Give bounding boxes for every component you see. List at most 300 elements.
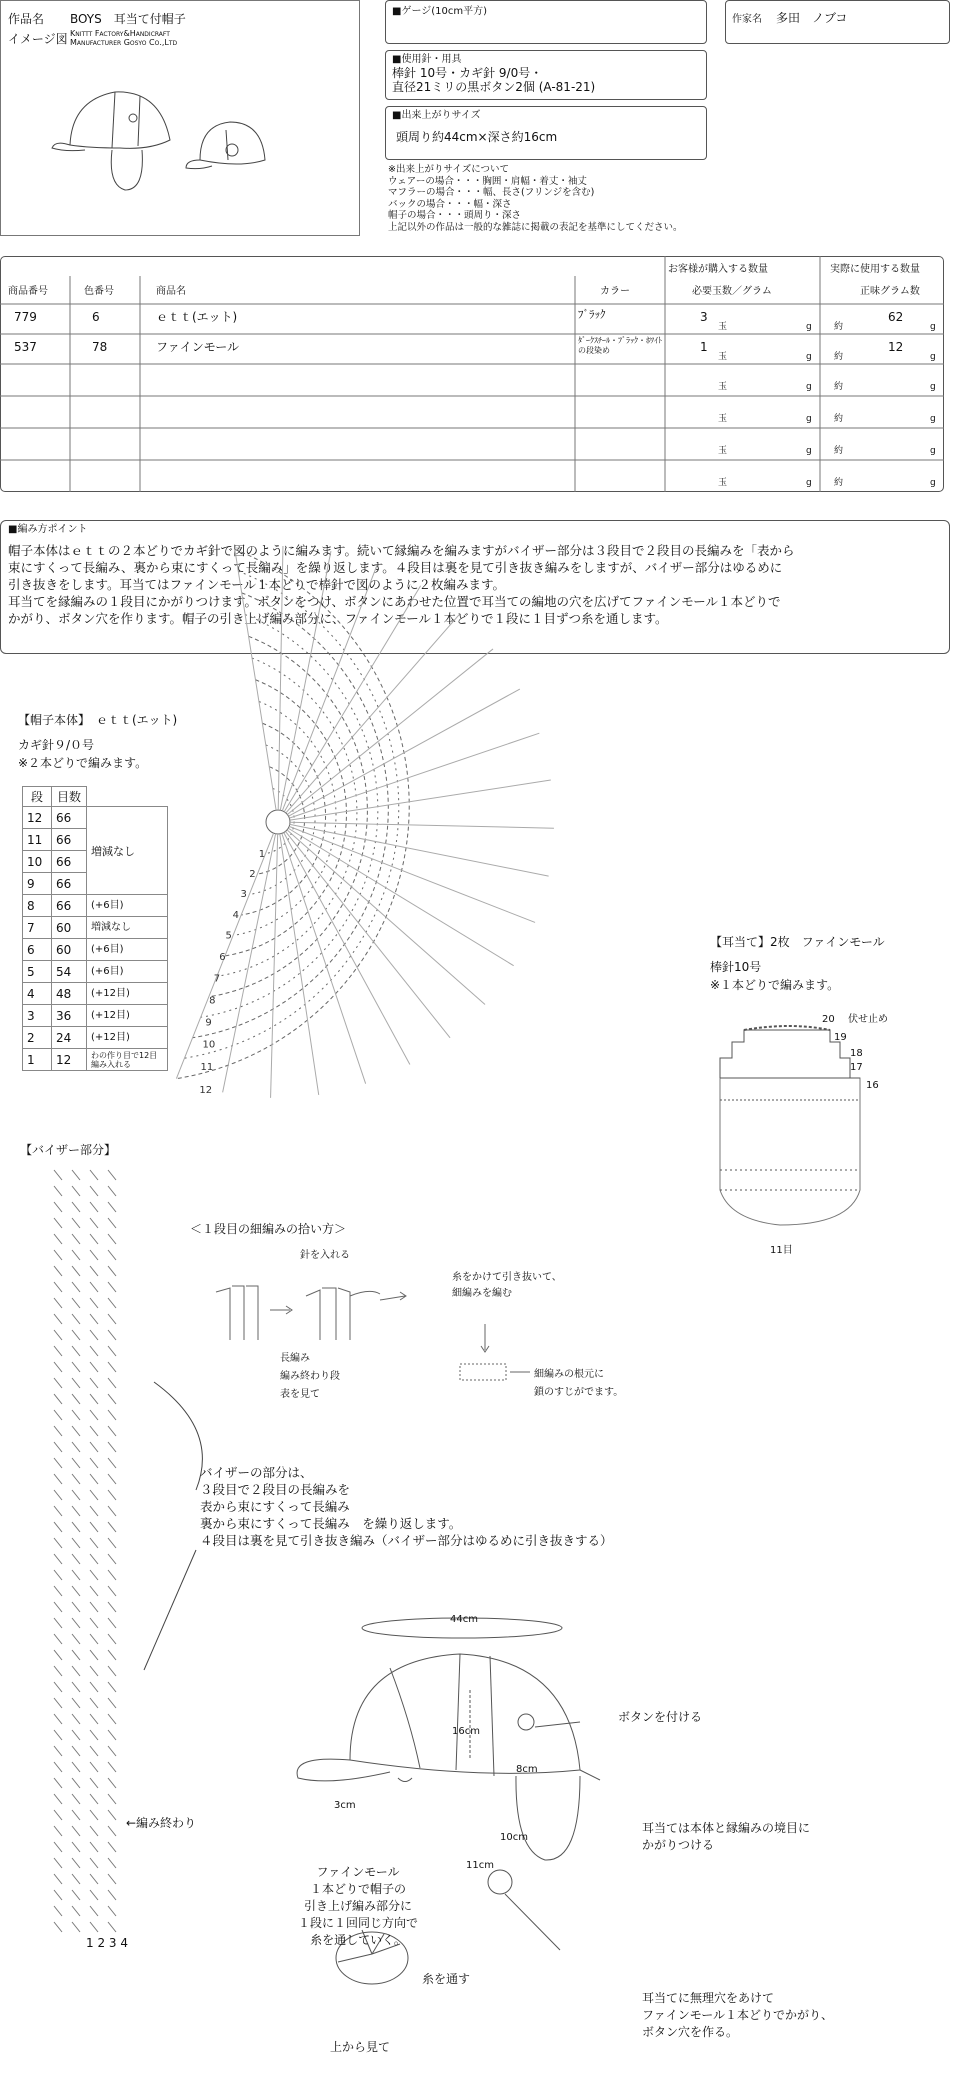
points-line: かがり、ボタン穴を作ります。帽子の引き上げ編み部分に、ファインモール１本どりで１段に１目ずつ糸を通します。: [8, 611, 668, 626]
visor-title: 【バイザー部分】: [20, 1143, 117, 1157]
chart-row-number: 7: [213, 973, 221, 985]
visor-stitch: [54, 1378, 62, 1388]
visor-stitch: [54, 1186, 62, 1196]
visor-stitch: [108, 1266, 116, 1276]
unit-g: g: [806, 446, 812, 456]
material-code: 779: [14, 310, 37, 324]
visor-stitch: [72, 1218, 80, 1228]
visor-stitch: [72, 1858, 80, 1868]
visor-stitch: [90, 1170, 98, 1180]
chart-row-number: 12: [199, 1084, 213, 1096]
visor-stitch: [90, 1570, 98, 1580]
visor-stitch: [72, 1778, 80, 1788]
chart-stitch-line: [290, 824, 549, 876]
visor-leader: [140, 1370, 220, 1770]
visor-stitch: [72, 1314, 80, 1324]
visor-stitch: [72, 1426, 80, 1436]
visor-stitch: [54, 1794, 62, 1804]
visor-stitch: [54, 1746, 62, 1756]
chain-line: 細編みの根元に: [534, 1369, 604, 1380]
chain-note: [534, 1366, 623, 1402]
visor-stitch: [108, 1202, 116, 1212]
stitch-change: (+6目): [87, 895, 168, 917]
visor-stitch: [108, 1842, 116, 1852]
count-row: [23, 1027, 168, 1049]
thread-through: 糸を通す: [422, 1972, 471, 1986]
visor-stitch: [72, 1346, 80, 1356]
visor-stitch: [90, 1202, 98, 1212]
visor-stitch: [90, 1442, 98, 1452]
visor-stitch: [90, 1314, 98, 1324]
count-row: [23, 1005, 168, 1027]
visor-stitch: [90, 1218, 98, 1228]
materials-grid: [0, 256, 944, 492]
visor-stitch: [72, 1682, 80, 1692]
count-row: [23, 939, 168, 961]
visor-stitch: [108, 1746, 116, 1756]
row-number: 3: [23, 1005, 52, 1027]
material-color: ﾌﾞﾗｯｸ: [578, 308, 606, 321]
col-req-sub: 必要玉数／グラム: [692, 286, 772, 297]
thread-note-line: 糸を通していく。: [310, 1933, 406, 1947]
count-row: [23, 807, 168, 829]
row-number: 9: [23, 873, 52, 895]
visor-stitch: [54, 1442, 62, 1452]
dim-visor: 3cm: [334, 1800, 356, 1811]
visor-stitch: [90, 1794, 98, 1804]
thread-note-line: 引き上げ編み部分に: [304, 1899, 413, 1913]
visor-stitch: [72, 1810, 80, 1820]
visor-stitch: [108, 1874, 116, 1884]
visor-stitch: [108, 1554, 116, 1564]
ear-width: 11目: [770, 1245, 793, 1256]
row-number: 1: [23, 1049, 52, 1071]
stitch-count: 60: [52, 939, 87, 961]
unit-ball: 玉: [718, 382, 728, 392]
chart-stitch-line: [271, 834, 278, 1098]
ear-row-19: 19: [834, 1032, 847, 1043]
count-row: [23, 983, 168, 1005]
visor-stitch: [90, 1586, 98, 1596]
visor-stitch: [108, 1602, 116, 1612]
col-color-no: 色番号: [84, 286, 114, 297]
visor-stitch: [108, 1922, 116, 1932]
visor-stitch: [108, 1586, 116, 1596]
visor-note-line: 裏から束にすくって長編み を繰り返します。: [200, 1516, 462, 1531]
chart-stitch-line: [287, 830, 485, 1005]
company-line1: Knittt Factory&Handicraft: [70, 29, 170, 38]
single-crochet: 細編みを編む: [452, 1288, 512, 1299]
row-number: 2: [23, 1027, 52, 1049]
material-color: ﾀﾞｰｸｽﾁｰﾙ・ﾌﾞﾗｯｸ・ﾎﾜｲﾄの段染め: [578, 336, 662, 355]
company-line2: Manufacturer Gosyo Co.,Ltd: [70, 38, 178, 47]
stitch-count: 66: [52, 829, 87, 851]
unit-g: g: [930, 478, 936, 488]
visor-stitch: [54, 1730, 62, 1740]
visor-stitch: [108, 1682, 116, 1692]
visor-stitch: [54, 1266, 62, 1276]
visor-stitch: [54, 1666, 62, 1676]
points-line: 束にすくって長編み、裏から束にすくって長編み」を繰り返します。４段目は裏を見て引き抜き編みをしますが、バイザー部分はゆるめに: [8, 560, 783, 575]
chart-row-number: 10: [202, 1039, 216, 1051]
size-notes: [388, 164, 683, 233]
dim-circumference: 44cm: [450, 1614, 478, 1625]
visor-stitch: [72, 1442, 80, 1452]
visor-stitch: [72, 1602, 80, 1612]
ear-row-18: 18: [850, 1048, 863, 1059]
points-line: 帽子本体はｅｔｔの２本どりでカギ針で図のように編みます。続いて縁編みを編みますがバイザー部分は３段目で２段目の長編みを「表から: [8, 543, 795, 558]
visor-stitch: [72, 1922, 80, 1932]
visor-stitch: [90, 1874, 98, 1884]
ear-title: 【耳当て】2枚 ファインモール: [710, 935, 885, 949]
unit-g: g: [806, 382, 812, 392]
chart-stitch-line: [285, 831, 450, 1037]
visor-stitch: [108, 1890, 116, 1900]
row-number: 8: [23, 895, 52, 917]
visor-stitch: [72, 1554, 80, 1564]
chart-row-number: 8: [209, 995, 216, 1007]
unit-g: g: [930, 352, 936, 362]
visor-stitch: [54, 1650, 62, 1660]
visor-stitch: [72, 1874, 80, 1884]
visor-stitch: [108, 1442, 116, 1452]
chart-stitch-line: [287, 649, 493, 815]
chart-stitch-line: [280, 834, 319, 1095]
visor-stitch: [108, 1458, 116, 1468]
ear-row-17: 17: [850, 1062, 863, 1073]
stitch-change: (+12目): [87, 983, 168, 1005]
visor-stitch: [54, 1170, 62, 1180]
visor-stitch: [72, 1698, 80, 1708]
material-color-no: 78: [92, 340, 108, 354]
dc-line: 長編み: [280, 1353, 310, 1364]
stitch-count: 24: [52, 1027, 87, 1049]
col-act-sub: 正味グラム数: [860, 286, 920, 297]
row-number: 5: [23, 961, 52, 983]
visor-stitch: [54, 1618, 62, 1628]
material-grams: 62: [888, 310, 904, 324]
visor-stitch: [108, 1506, 116, 1516]
chart-stitch-line: [290, 822, 554, 828]
stitch-count: 66: [52, 807, 87, 829]
visor-stitch: [90, 1186, 98, 1196]
stitch-count: 66: [52, 851, 87, 873]
visor-stitch: [54, 1602, 62, 1612]
hat-sketch: [0, 0, 360, 236]
unit-g: g: [930, 414, 936, 424]
top-view: 上から見て: [330, 2040, 391, 2054]
visor-stitch: [90, 1634, 98, 1644]
stitch-change: (+6目): [87, 961, 168, 983]
col-act-top: 実際に使用する数量: [830, 264, 920, 275]
visor-stitch: [108, 1618, 116, 1628]
buttonhole-line: ファインモール１本どりでかがり、: [642, 2008, 834, 2022]
unit-g: g: [930, 446, 936, 456]
row-number: 11: [23, 829, 52, 851]
visor-stitch: [90, 1330, 98, 1340]
unit-g: g: [806, 414, 812, 424]
visor-stitch: [72, 1794, 80, 1804]
visor-stitch: [90, 1666, 98, 1676]
chart-stitch-line: [288, 828, 513, 965]
points-label: ■編み方ポイント: [8, 524, 88, 535]
visor-stitch: [90, 1234, 98, 1244]
visor-stitch: [90, 1810, 98, 1820]
visor-stitch: [54, 1698, 62, 1708]
col-code: 商品番号: [8, 286, 48, 297]
points-text: [8, 542, 944, 627]
ear-attach-line: 耳当ては本体と縁編みの境目に: [642, 1821, 811, 1835]
unit-approx: 約: [834, 382, 844, 392]
pickup-diagram: [210, 1260, 540, 1410]
visor-stitch: [54, 1778, 62, 1788]
count-row: [23, 917, 168, 939]
visor-stitch: [54, 1570, 62, 1580]
unit-g: g: [806, 322, 812, 332]
visor-stitch: [108, 1474, 116, 1484]
visor-stitch: [90, 1458, 98, 1468]
visor-stitch: [90, 1714, 98, 1724]
visor-stitch: [54, 1922, 62, 1932]
visor-stitch: [54, 1298, 62, 1308]
thread-note-line: ファインモール: [316, 1865, 400, 1879]
visor-end-label: ←編み終わり: [126, 1816, 197, 1830]
visor-stitch: [108, 1282, 116, 1292]
visor-stitch: [54, 1858, 62, 1868]
body-note: ※２本どりで編みます。: [18, 756, 148, 770]
ear-attach: [642, 1820, 810, 1854]
unit-approx: 約: [834, 478, 844, 488]
visor-stitch: [72, 1330, 80, 1340]
size-note: 上記以外の作品は一般的な雑誌に掲載の表記を基準にしてください。: [388, 221, 683, 233]
visor-stitch: [72, 1250, 80, 1260]
visor-stitch: [72, 1762, 80, 1772]
crochet-chart: [200, 710, 660, 1100]
visor-stitch: [90, 1538, 98, 1548]
points-line: 耳当てを縁編みの１段目にかがりつけます。ボタンをつけ、ボタンにあわせた位置で耳当ての編地の穴を広げてファインモール１本どりで: [8, 594, 781, 609]
button-label: ボタンを付ける: [618, 1710, 703, 1724]
visor-stitch: [72, 1618, 80, 1628]
count-row: [23, 895, 168, 917]
visor-row-labels: 1 2 3 4: [86, 1936, 128, 1950]
visor-note-line: 表から束にすくって長編み: [200, 1499, 350, 1514]
unit-ball: 玉: [718, 352, 728, 362]
visor-stitch: [90, 1282, 98, 1292]
visor-stitch: [108, 1650, 116, 1660]
visor-stitch: [108, 1314, 116, 1324]
visor-stitch: [72, 1586, 80, 1596]
unit-approx: 約: [834, 414, 844, 424]
body-hook: カギ針９/０号: [18, 738, 95, 752]
visor-stitch: [108, 1762, 116, 1772]
stitch-count: 60: [52, 917, 87, 939]
visor-stitch: [72, 1522, 80, 1532]
visor-stitch: [54, 1906, 62, 1916]
visor-stitch: [108, 1170, 116, 1180]
material-name: ファインモール: [156, 340, 240, 354]
visor-stitch: [54, 1218, 62, 1228]
visor-stitch: [54, 1842, 62, 1852]
size-note: ウェアーの場合・・・胸囲・肩幅・着丈・袖丈: [388, 175, 587, 187]
visor-stitch: [54, 1458, 62, 1468]
visor-stitch: [108, 1522, 116, 1532]
visor-stitch: [108, 1186, 116, 1196]
unit-approx: 約: [834, 322, 844, 332]
visor-stitch: [54, 1714, 62, 1724]
visor-stitch: [54, 1362, 62, 1372]
visor-stitch: [72, 1378, 80, 1388]
chart-stitch-line: [289, 689, 520, 816]
visor-note-line: ３段目で２段目の長編みを: [200, 1482, 351, 1497]
product-title: BOYS 耳当て付帽子: [70, 12, 186, 26]
visor-stitch: [90, 1410, 98, 1420]
visor-stitch: [72, 1474, 80, 1484]
visor-stitch: [90, 1394, 98, 1404]
unit-ball: 玉: [718, 322, 728, 332]
unit-ball: 玉: [718, 414, 728, 424]
col-req-top: お客様が購入する数量: [668, 264, 768, 275]
yarn-over: 糸をかけて引き抜いて、: [452, 1272, 562, 1283]
stitch-change: 増減なし: [87, 917, 168, 939]
ear-needle: 棒針10号: [710, 960, 762, 974]
visor-stitch: [72, 1202, 80, 1212]
size-label: ■出来上がりサイズ: [392, 110, 481, 121]
visor-stitch: [54, 1762, 62, 1772]
title-label: 作品名: [8, 12, 45, 26]
visor-stitch: [72, 1298, 80, 1308]
dim-ear-length: 11cm: [466, 1860, 494, 1871]
visor-stitch: [90, 1298, 98, 1308]
visor-stitch: [90, 1554, 98, 1564]
row-number: 10: [23, 851, 52, 873]
stitch-change: (+12目): [87, 1027, 168, 1049]
ear-attach-line: かがりつける: [642, 1838, 715, 1852]
stitch-count: 12: [52, 1049, 87, 1071]
visor-stitch: [90, 1362, 98, 1372]
chain-line: 鎖のすじがでます。: [534, 1387, 624, 1398]
author-name: 多田 ノブコ: [776, 11, 848, 25]
visor-stitch: [90, 1618, 98, 1628]
count-row: [23, 1049, 168, 1071]
visor-stitch: [72, 1506, 80, 1516]
buttonhole-line: ボタン穴を作る。: [642, 2025, 739, 2039]
visor-stitch: [72, 1538, 80, 1548]
visor-stitch: [108, 1538, 116, 1548]
visor-stitch: [72, 1394, 80, 1404]
dc-line: 表を見て: [280, 1389, 320, 1400]
visor-stitch: [90, 1250, 98, 1260]
visor-stitch: [72, 1842, 80, 1852]
visor-stitch: [72, 1362, 80, 1372]
visor-stitch: [108, 1346, 116, 1356]
material-balls: 3: [700, 310, 708, 324]
visor-stitch: [54, 1874, 62, 1884]
visor-stitch: [90, 1730, 98, 1740]
size-note: バックの場合・・・幅・深さ: [388, 198, 512, 210]
unit-g: g: [806, 352, 812, 362]
gauge-label: ■ゲージ(10cm平方): [392, 6, 488, 17]
visor-stitch: [72, 1890, 80, 1900]
image-label: イメージ図: [8, 32, 68, 46]
unit-approx: 約: [834, 352, 844, 362]
stitch-change: (+6目): [87, 939, 168, 961]
visor-stitch: [72, 1650, 80, 1660]
chart-row-number: 3: [240, 889, 247, 901]
visor-stitch: [72, 1458, 80, 1468]
visor-stitch: [72, 1186, 80, 1196]
visor-stitch: [72, 1634, 80, 1644]
buttonhole-line: 耳当てに無理穴をあけて: [642, 1991, 775, 2005]
visor-stitch: [108, 1234, 116, 1244]
visor-stitch: [54, 1394, 62, 1404]
visor-stitch: [72, 1170, 80, 1180]
ear-note: ※１本どりで編みます。: [710, 978, 840, 992]
visor-stitch: [54, 1682, 62, 1692]
visor-stitch: [90, 1826, 98, 1836]
visor-stitch: [108, 1394, 116, 1404]
visor-stitch: [54, 1314, 62, 1324]
visor-stitch: [90, 1426, 98, 1436]
stitch-count: 66: [52, 873, 87, 895]
row-number: 12: [23, 807, 52, 829]
col-name: 商品名: [156, 286, 186, 297]
visor-stitch: [54, 1234, 62, 1244]
unit-ball: 玉: [718, 446, 728, 456]
visor-stitch: [90, 1890, 98, 1900]
material-color-no: 6: [92, 310, 100, 324]
count-header: 目数: [52, 787, 87, 807]
visor-stitch: [90, 1474, 98, 1484]
visor-note-line: バイザーの部分は、: [200, 1465, 313, 1480]
visor-stitch: [54, 1410, 62, 1420]
visor-stitch: [108, 1298, 116, 1308]
visor-stitch: [90, 1506, 98, 1516]
stitch-count: 48: [52, 983, 87, 1005]
buttonhole-note: [642, 1990, 833, 2041]
chart-row-number: 11: [200, 1062, 214, 1074]
chart-stitch-line: [289, 733, 539, 818]
chart-row-number: 2: [249, 868, 256, 880]
visor-stitch: [90, 1762, 98, 1772]
chart-row-number: 4: [232, 909, 239, 921]
chart-stitch-line: [290, 780, 551, 820]
visor-stitch: [108, 1634, 116, 1644]
visor-stitch: [72, 1826, 80, 1836]
visor-stitch: [108, 1778, 116, 1788]
visor-stitch: [90, 1778, 98, 1788]
material-grams: 12: [888, 340, 904, 354]
needles-label: ■使用針・用具: [392, 54, 462, 65]
visor-stitch: [90, 1906, 98, 1916]
count-row: [23, 961, 168, 983]
visor-stitch: [72, 1746, 80, 1756]
visor-stitch: [54, 1522, 62, 1532]
visor-stitch: [108, 1666, 116, 1676]
visor-stitch: [108, 1570, 116, 1580]
row-header: 段: [23, 787, 52, 807]
row-number: 7: [23, 917, 52, 939]
chart-row-number: 9: [205, 1017, 212, 1029]
visor-stitch: [108, 1810, 116, 1820]
visor-stitch: [108, 1330, 116, 1340]
stitch-change: わの作り目で12目編み入れる: [87, 1049, 168, 1071]
visor-stitch: [72, 1234, 80, 1244]
row-table: [22, 786, 168, 1071]
visor-stitch: [54, 1890, 62, 1900]
visor-stitch: [108, 1858, 116, 1868]
dim-depth: 16cm: [452, 1726, 480, 1737]
ear-bind-off: 伏せ止め: [848, 1014, 888, 1025]
